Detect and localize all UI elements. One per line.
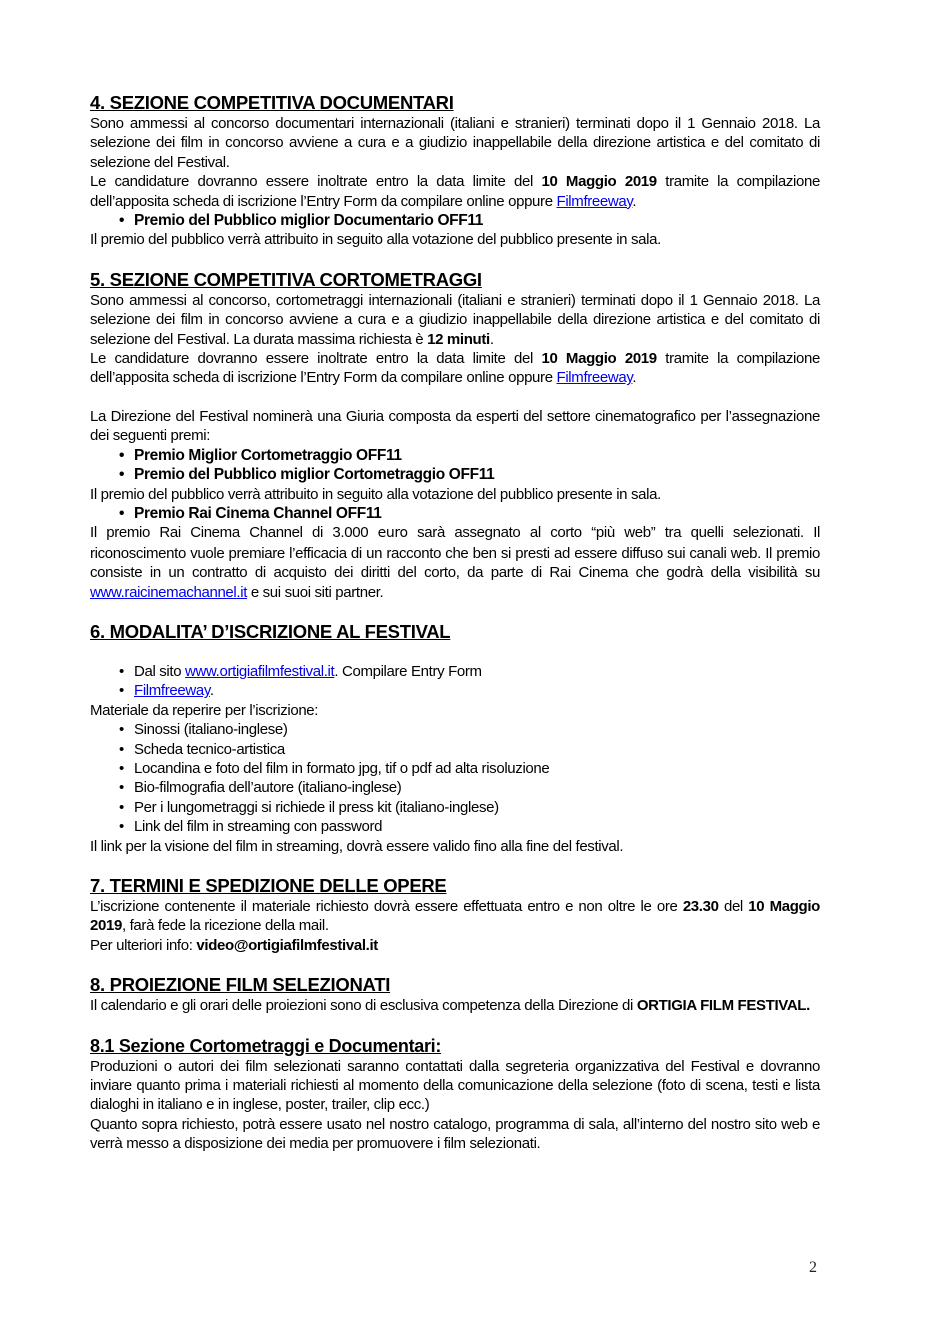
ortigiafilmfestival-link[interactable]: www.ortigiafilmfestival.it (185, 662, 335, 680)
deadline-date: 10 Maggio 2019 (541, 350, 657, 368)
section-5-note: Il premio del pubblico verrà attribuito in seguito alla votazione del pubblico presente in sala. (90, 485, 661, 503)
section-4-heading: 4. SEZIONE COMPETITIVA DOCUMENTARI (90, 92, 454, 113)
section-4-awards (90, 211, 820, 230)
contact-email: video@ortigiafilmfestival.it (196, 936, 378, 954)
filmfreeway-link[interactable]: Filmfreeway (134, 682, 210, 700)
option-filmfreeway: • Filmfreeway. (134, 681, 820, 700)
rai-paragraph: Il premio Rai Cinema Channel di 3.000 euro sarà assegnato al corto “più web” tra quelli selezionati. Il riconoscimento vuole premiare l’efficacia di un racconto che ben si presti ad essere diffuso sui canali web. Il premio consiste in un contratto di acquisto dei diritti del corto, da parte di Rai Cinema che godrà della visibilità su www.raicinemachannel.it e sui suoi siti partner. (90, 524, 820, 601)
max-duration: 12 minuti (427, 330, 490, 348)
section-6-heading: 6. MODALITA’ D’ISCRIZIONE AL FESTIVAL (90, 620, 451, 642)
contact-info: Per ulteriori info: video@ortigiafilmfestival.it (90, 936, 378, 954)
material-item: • Per i lungometraggi si richiede il press kit (italiano-inglese) (134, 798, 820, 817)
section-4-paragraph: Sono ammessi al concorso documentari internazionali (italiani e stranieri) terminati dopo il 1 Gennaio 2018. La selezione dei film in concorso avviene a cura e a giudizio inappellabile della direzione artistica e del comitato di selezione del Festival. (90, 115, 820, 171)
section-5-heading: 5. SEZIONE COMPETITIVA CORTOMETRAGGI (90, 268, 482, 290)
section-8-1-paragraph: Produzioni o autori dei film selezionati saranno contattati dalla segreteria organizzativa del Festival e dovranno inviare quanto prima i materiali richiesti al momento della comunicazione della selezione (foto di scena, testi e lista dialoghi in italiano e in inglese, poster, trailer, clip ecc.) (90, 1057, 820, 1114)
materials-list (90, 720, 820, 836)
award-item: • Premio del Pubblico miglior Cortometraggio OFF11 (134, 465, 820, 484)
raicinemachannel-link[interactable]: www.raicinemachannel.it (90, 583, 248, 601)
section-4-note: Il premio del pubblico verrà attribuito in seguito alla votazione del pubblico presente in sala. (90, 231, 661, 249)
material-item: • Locandina e foto del film in formato jpg, tif o pdf ad alta risoluzione (134, 759, 820, 778)
jury-paragraph: La Direzione del Festival nominerà una Giuria composta da esperti del settore cinematografico per l’assegnazione dei seguenti premi: (90, 407, 820, 445)
material-item: • Link del film in streaming con password (134, 817, 820, 836)
filmfreeway-link[interactable]: Filmfreeway (556, 192, 633, 210)
section-5-paragraph: Sono ammessi al concorso, cortometraggi internazionali (italiani e stranieri) terminati dopo il 1 Gennaio 2018. La selezione dei film in concorso avviene a cura e a giudizio inappellabile della direzione artistica e del comitato di selezione del Festival. La durata massima richiesta è 12 minuti. (90, 291, 820, 348)
section-8-1-usage: Quanto sopra richiesto, potrà essere usato nel nostro catalogo, programma di sala, all’interno del nostro sito web e verrà messo a disposizione dei media per promuovere i film selezionati. (90, 1115, 820, 1153)
material-item: • Bio-filmografia dell’autore (italiano-inglese) (134, 778, 820, 797)
award-item: • Premio Miglior Cortometraggio OFF11 (134, 446, 820, 465)
section-5-awards (90, 446, 820, 485)
deadline-date: 10 Maggio 2019 (541, 173, 657, 191)
materials-label: Materiale da reperire per l’iscrizione: (90, 701, 319, 719)
option-website: • Dal sito www.ortigiafilmfestival.it. Compilare Entry Form (134, 662, 820, 681)
streaming-note: Il link per la visione del film in streaming, dovrà essere valido fino alla fine del festival. (90, 837, 624, 855)
section-8-heading: 8. PROIEZIONE FILM SELEZIONATI (90, 974, 391, 996)
document-page (90, 92, 820, 1154)
section-8-paragraph: Il calendario e gli orari delle proiezioni sono di esclusiva competenza della Direzione di ORTIGIA FILM FESTIVAL. (90, 997, 810, 1015)
material-item: • Sinossi (italiano-inglese) (134, 720, 820, 739)
award-item: • Premio Rai Cinema Channel OFF11 (134, 504, 820, 523)
section-4-deadline: Le candidature dovranno essere inoltrate entro la data limite del 10 Maggio 2019 tramite la compilazione dell’apposita scheda di iscrizione l’Entry Form da compilare online oppure Filmfreeway. (90, 173, 820, 210)
section-5-deadline: Le candidature dovranno essere inoltrate entro la data limite del 10 Maggio 2019 tramite la compilazione dell’apposita scheda di iscrizione l’Entry Form da compilare online oppure Filmfreeway. (90, 350, 820, 387)
rai-award-list (90, 504, 820, 523)
award-item: • Premio del Pubblico miglior Documentario OFF11 (134, 211, 820, 230)
section-8-1-heading: 8.1 Sezione Cortometraggi e Documentari: (90, 1035, 442, 1056)
registration-options (90, 662, 820, 701)
material-item: • Scheda tecnico-artistica (134, 740, 820, 759)
section-7-paragraph: L’iscrizione contenente il materiale richiesto dovrà essere effettuata entro e non oltre le ore 23.30 del 10 Maggio 2019, farà fede la ricezione della mail. (90, 898, 820, 935)
page-number: 2 (809, 1259, 817, 1276)
section-7-heading: 7. TERMINI E SPEDIZIONE DELLE OPERE (90, 875, 447, 896)
filmfreeway-link[interactable]: Filmfreeway (556, 369, 633, 387)
